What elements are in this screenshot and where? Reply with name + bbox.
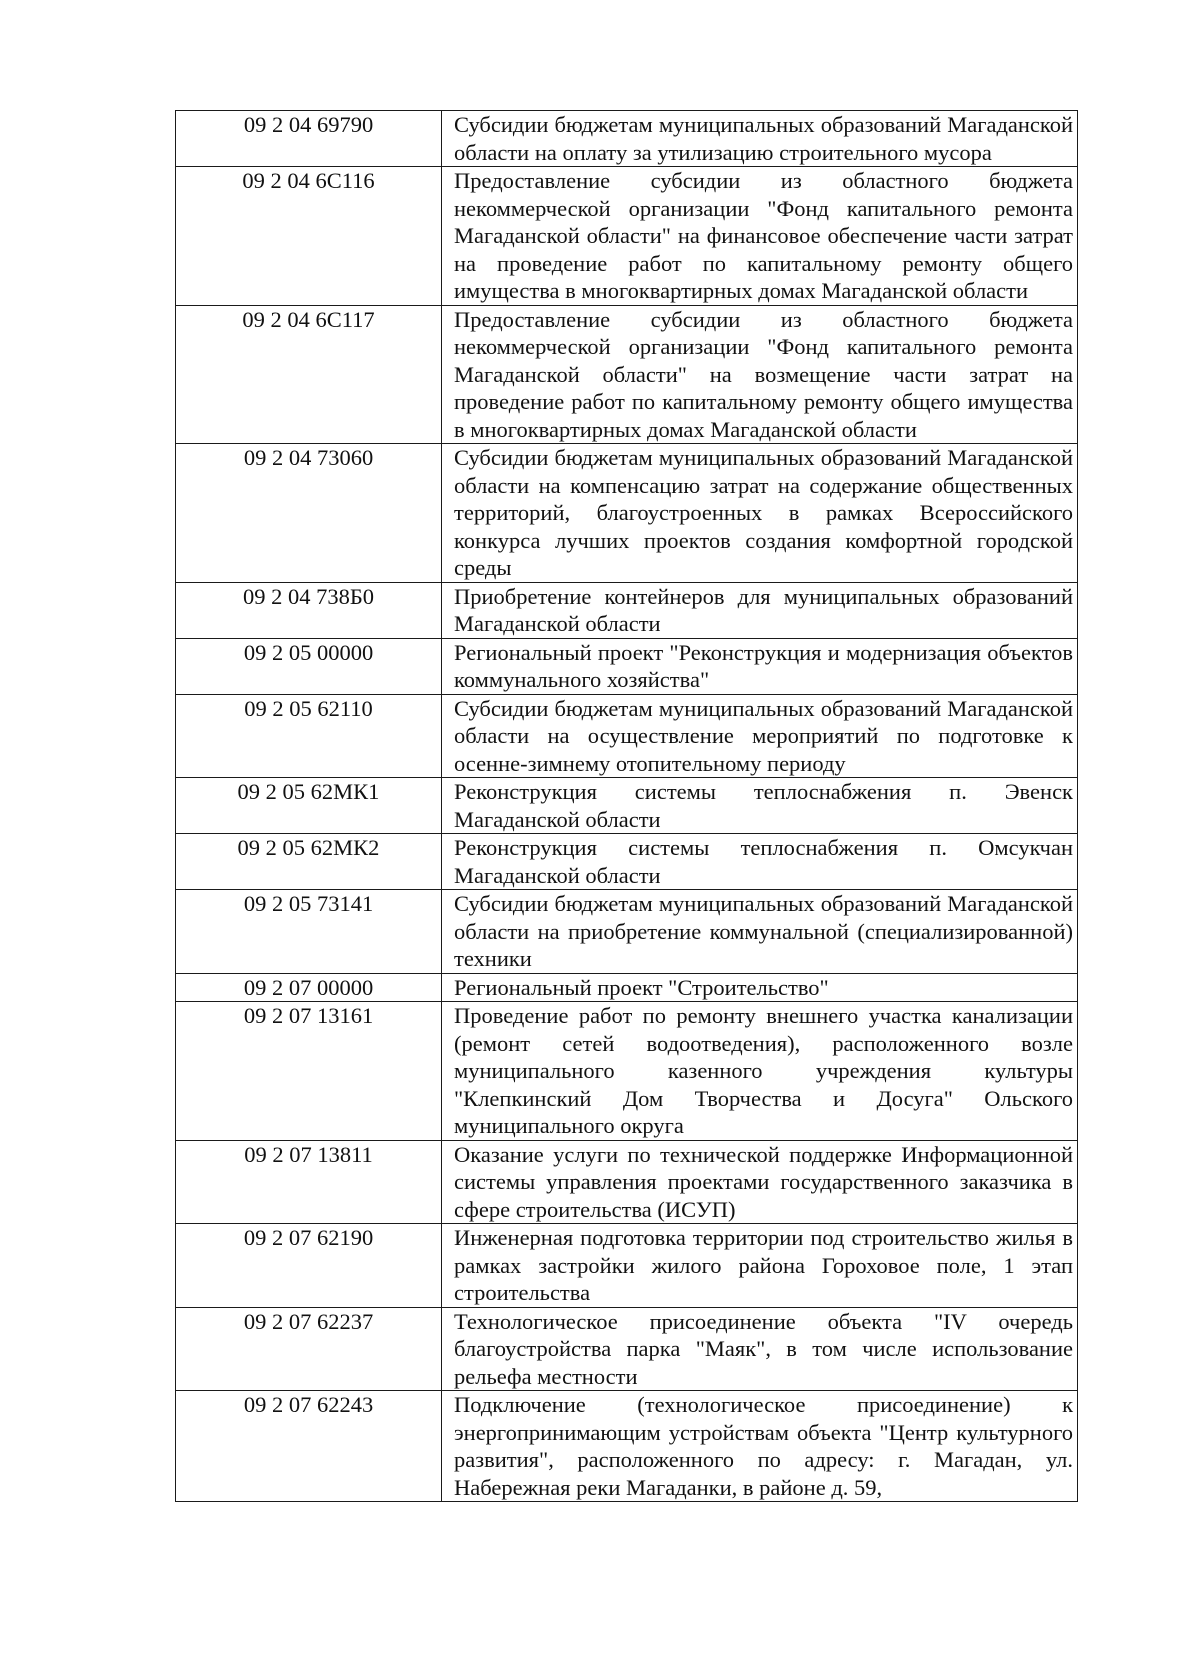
budget-code-cell: 09 2 04 6С116: [176, 167, 442, 306]
budget-code-cell: 09 2 04 6С117: [176, 305, 442, 444]
budget-code-cell: 09 2 04 738Б0: [176, 582, 442, 638]
table-row: [176, 834, 1078, 890]
description-cell: Региональный проект "Строительство": [442, 973, 1078, 1002]
table-row: [176, 1307, 1078, 1391]
description-cell: Реконструкция системы теплоснабжения п. Эвенск Магаданской области: [442, 778, 1078, 834]
table-row: [176, 1224, 1078, 1308]
description-cell: Предоставление субсидии из областного бюджета некоммерческой организации "Фонд капитального ремонта Магаданской области" на возмещение части затрат на проведение работ по капитальному ремонту общего имущества в многоквартирных домах Магаданской области: [442, 305, 1078, 444]
description-cell: Субсидии бюджетам муниципальных образований Магаданской области на оплату за утилизацию строительного мусора: [442, 111, 1078, 167]
description-cell: Приобретение контейнеров для муниципальных образований Магаданской области: [442, 582, 1078, 638]
table-row: [176, 111, 1078, 167]
description-cell: Предоставление субсидии из областного бюджета некоммерческой организации "Фонд капитального ремонта Магаданской области" на финансовое обеспечение части затрат на проведение работ по капитальному ремонту общего имущества в многоквартирных домах Магаданской области: [442, 167, 1078, 306]
table-row: [176, 778, 1078, 834]
budget-code-cell: 09 2 05 73141: [176, 890, 442, 974]
description-cell: Субсидии бюджетам муниципальных образований Магаданской области на компенсацию затрат на содержание общественных территорий, благоустроенных в рамках Всероссийского конкурса лучших проектов создания комфортной городской среды: [442, 444, 1078, 583]
description-cell: Оказание услуги по технической поддержке Информационной системы управления проектами государственного заказчика в сфере строительства (ИСУП): [442, 1140, 1078, 1224]
budget-code-cell: 09 2 07 00000: [176, 973, 442, 1002]
table-row: [176, 890, 1078, 974]
budget-code-cell: 09 2 05 62МК2: [176, 834, 442, 890]
table-row: [176, 973, 1078, 1002]
budget-code-cell: 09 2 04 69790: [176, 111, 442, 167]
table-row: [176, 694, 1078, 778]
description-cell: Субсидии бюджетам муниципальных образований Магаданской области на осуществление мероприятий по подготовке к осенне-зимнему отопительному периоду: [442, 694, 1078, 778]
budget-code-cell: 09 2 07 62190: [176, 1224, 442, 1308]
table-row: [176, 167, 1078, 306]
description-cell: Проведение работ по ремонту внешнего участка канализации (ремонт сетей водоотведения), расположенного возле муниципального казенного учреждения культуры "Клепкинский Дом Творчества и Досуга" Ольского муниципального округа: [442, 1002, 1078, 1141]
table-row: [176, 305, 1078, 444]
description-cell: Региональный проект "Реконструкция и модернизация объектов коммунального хозяйства": [442, 638, 1078, 694]
table-row: [176, 1002, 1078, 1141]
description-cell: Реконструкция системы теплоснабжения п. Омсукчан Магаданской области: [442, 834, 1078, 890]
description-cell: Субсидии бюджетам муниципальных образований Магаданской области на приобретение коммунальной (специализированной) техники: [442, 890, 1078, 974]
budget-code-cell: 09 2 07 62237: [176, 1307, 442, 1391]
description-cell: Подключение (технологическое присоединение) к энергопринимающим устройствам объекта "Центр культурного развития", расположенного по адресу: г. Магадан, ул. Набережная реки Магаданки, в районе д. 59,: [442, 1391, 1078, 1502]
budget-code-cell: 09 2 07 62243: [176, 1391, 442, 1502]
table-row: [176, 444, 1078, 583]
budget-code-cell: 09 2 07 13811: [176, 1140, 442, 1224]
budget-code-cell: 09 2 04 73060: [176, 444, 442, 583]
description-cell: Инженерная подготовка территории под строительство жилья в рамках застройки жилого района Гороховое поле, 1 этап строительства: [442, 1224, 1078, 1308]
budget-code-cell: 09 2 05 62МК1: [176, 778, 442, 834]
description-cell: Технологическое присоединение объекта "IV очередь благоустройства парка "Маяк", в том числе использование рельефа местности: [442, 1307, 1078, 1391]
budget-code-table: [175, 110, 1078, 1502]
table-row: [176, 638, 1078, 694]
budget-code-cell: 09 2 05 00000: [176, 638, 442, 694]
budget-code-cell: 09 2 05 62110: [176, 694, 442, 778]
table-row: [176, 1391, 1078, 1502]
budget-code-cell: 09 2 07 13161: [176, 1002, 442, 1141]
table-row: [176, 1140, 1078, 1224]
table-row: [176, 582, 1078, 638]
table-body: [176, 111, 1078, 1502]
